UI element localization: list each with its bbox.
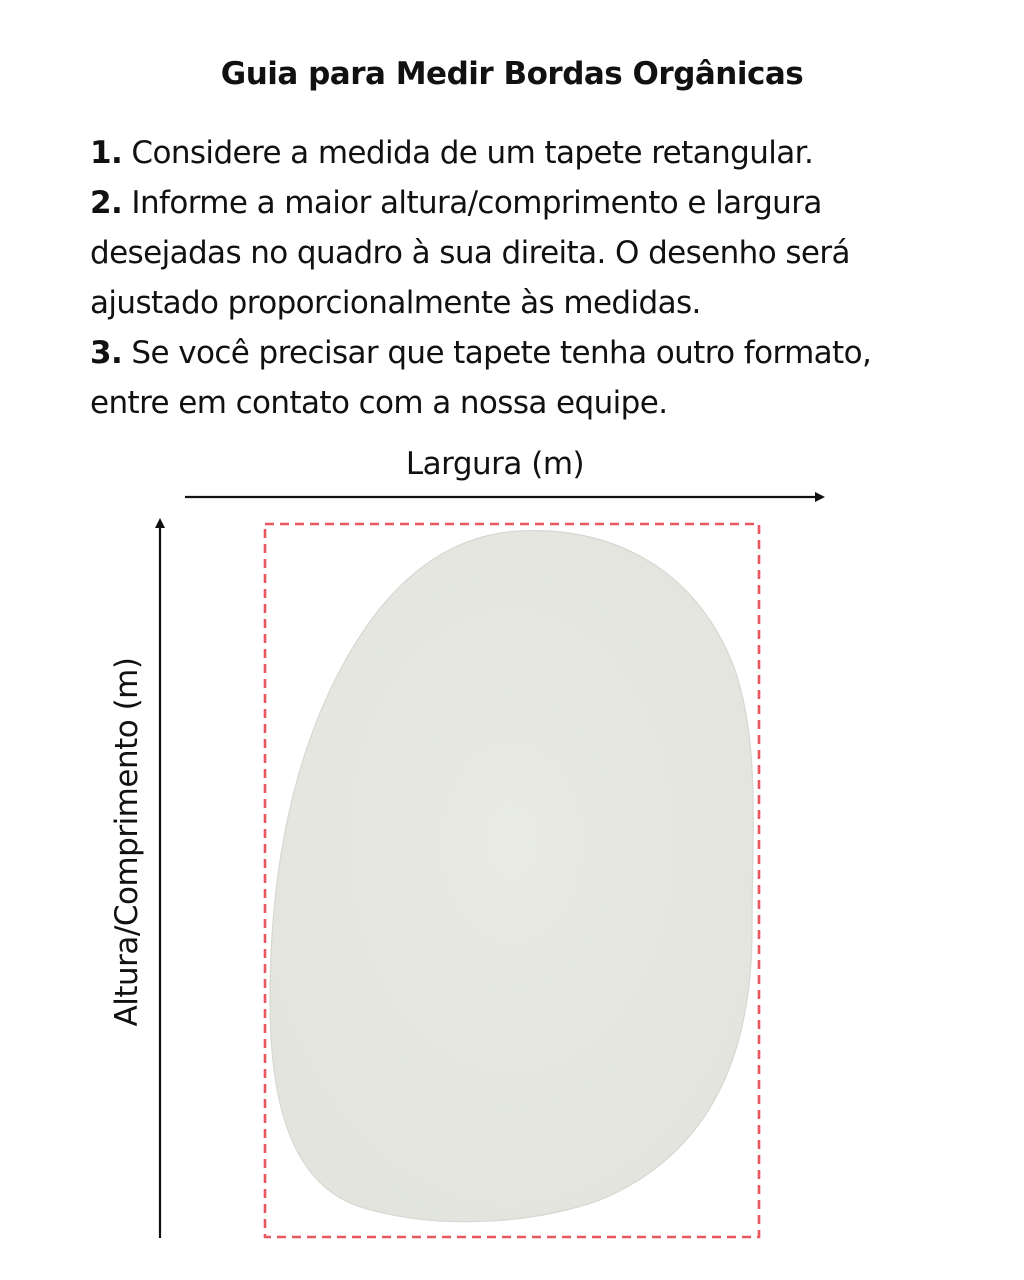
width-label: Largura (m) bbox=[405, 446, 585, 482]
width-arrow-head bbox=[815, 492, 825, 502]
step-number: 2. bbox=[90, 185, 123, 221]
page-title: Guia para Medir Bordas Orgânicas bbox=[220, 56, 804, 92]
height-label: Altura/Comprimento (m) bbox=[109, 657, 145, 1027]
step-text: Se você precisar que tapete tenha outro formato, entre em contato com a nossa equipe. bbox=[90, 335, 872, 421]
step-number: 1. bbox=[90, 135, 123, 171]
step-text: Informe a maior altura/comprimento e largura desejadas no quadro à sua direita. O desenho será ajustado proporcionalmente às medidas. bbox=[90, 185, 850, 321]
height-arrow-head bbox=[155, 518, 165, 528]
organic-rug-shape bbox=[270, 531, 753, 1222]
step-number: 3. bbox=[90, 335, 123, 371]
step-text: Considere a medida de um tapete retangular. bbox=[131, 135, 814, 171]
